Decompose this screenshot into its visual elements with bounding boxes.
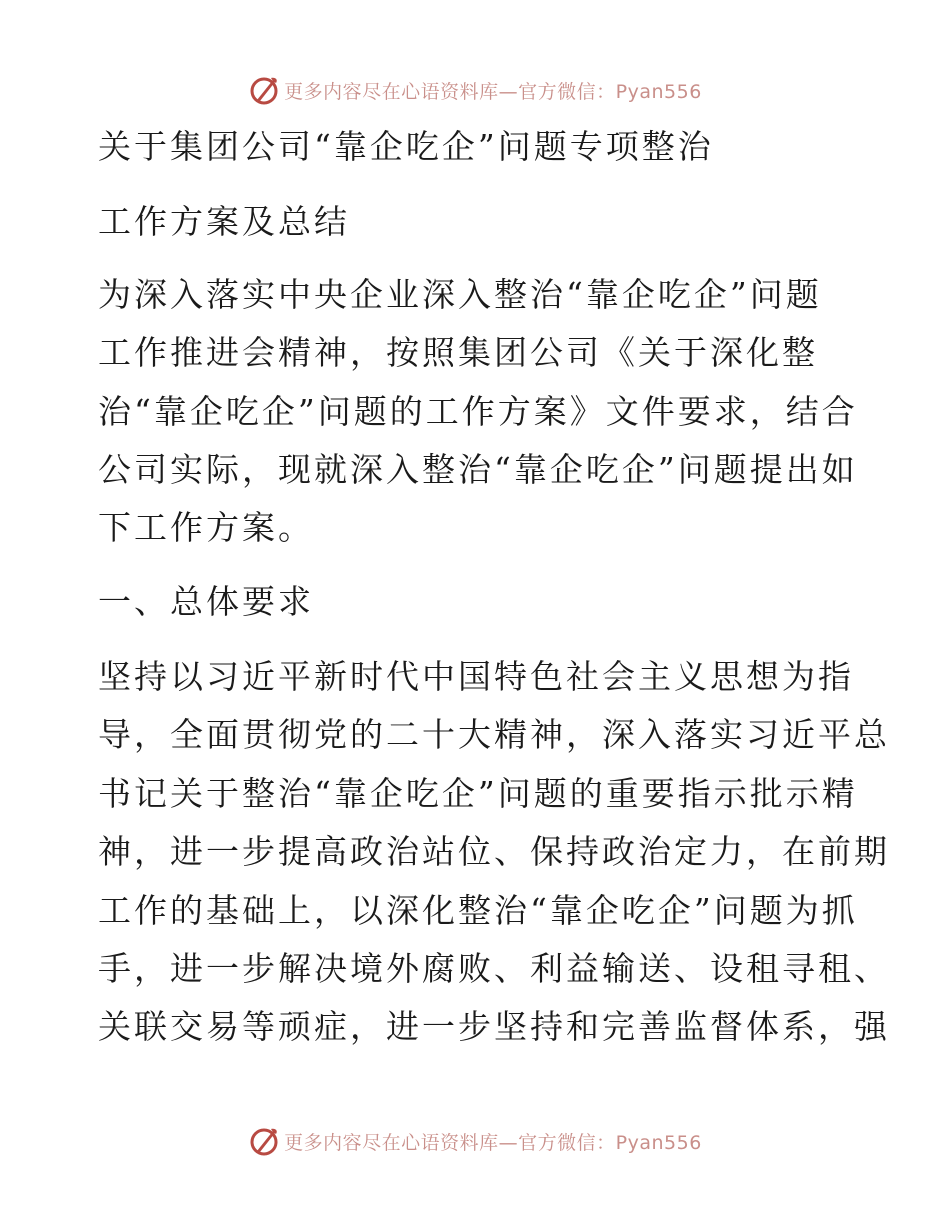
section-1-line: 坚持以习近平新时代中国特色社会主义思想为指 [98,657,854,696]
quill-circle-icon [248,74,280,106]
section-1-line: 手，进一步解决境外腐败、利益输送、设租寻租、 [98,949,890,988]
header-banner [0,70,950,110]
document-title-line-2: 工作方案及总结 [98,202,350,241]
section-1-line: 导，全面贯彻党的二十大精神，深入落实习近平总 [98,715,890,754]
intro-line: 公司实际，现就深入整治“靠企吃企”问题提出如 [98,450,858,489]
footer-banner [0,1121,950,1161]
intro-line: 下工作方案。 [98,508,314,547]
section-1-line: 工作的基础上，以深化整治“靠企吃企”问题为抓 [98,891,858,930]
intro-line: 工作推进会精神，按照集团公司《关于深化整 [98,333,818,372]
intro-line: 为深入落实中央企业深入整治“靠企吃企”问题 [98,275,822,314]
section-1-heading: 一、总体要求 [98,582,314,621]
header-banner-text: 更多内容尽在心语资料库—官方微信：Pyan556 [284,80,702,103]
section-1-line: 关联交易等顽症，进一步坚持和完善监督体系，强 [98,1007,890,1046]
document-title-line-1: 关于集团公司“靠企吃企”问题专项整治 [98,127,714,166]
footer-banner-text: 更多内容尽在心语资料库—官方微信：Pyan556 [284,1131,702,1154]
section-1-line: 书记关于整治“靠企吃企”问题的重要指示批示精 [98,774,858,813]
intro-line: 治“靠企吃企”问题的工作方案》文件要求，结合 [98,392,858,431]
quill-circle-icon [248,1125,280,1157]
section-1-line: 神，进一步提高政治站位、保持政治定力，在前期 [98,832,890,871]
